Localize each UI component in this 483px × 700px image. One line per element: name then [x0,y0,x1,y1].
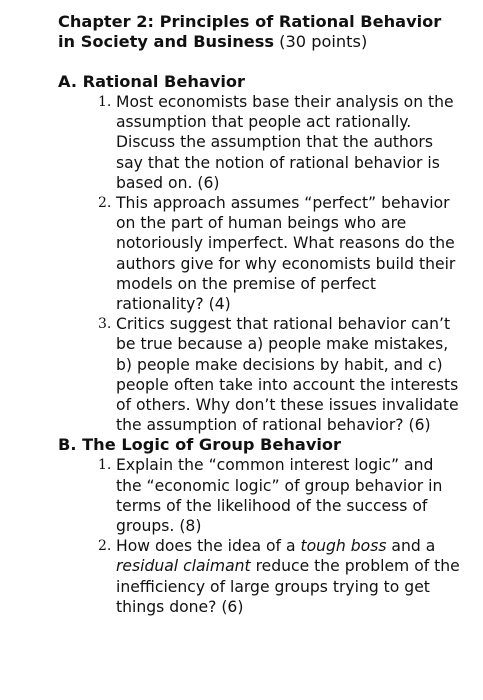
question-text-part: reduce the problem of the inefficiency of large groups trying to get things done? (6) [116,557,460,616]
question-item [98,536,463,617]
question-number: 2. [98,538,112,555]
section-group-behavior [58,435,463,617]
question-list [58,92,463,435]
section-title: Rational Behavior [82,72,246,91]
chapter-title-bold: Chapter 2: Principles of Rational Behavior in Society and Business [58,12,442,51]
question-item [98,193,463,314]
question-text: Most economists base their analysis on the assumption that people act rationally. Discuss the assumption that the authors say that the notion of rational behavior is based on. (6) [116,93,454,192]
section-rational-behavior [58,72,463,435]
question-text: Critics suggest that rational behavior can’t be true because a) people make mistakes, b) people make decisions by habit, and c) people often take into account the interests of others. Why don’t these issues invalidate the assumption of rational behavior? (6) [116,315,459,435]
question-text-emphasis: residual claimant [116,557,251,576]
question-item [98,455,463,536]
question-number: 1. [98,457,112,474]
section-title: The Logic of Group Behavior [82,435,342,455]
section-heading [58,435,463,455]
question-item [98,92,463,193]
section-heading [58,72,463,92]
question-number: 2. [98,195,112,212]
question-text: Explain the “common interest logic” and the “economic logic” of group behavior in terms of the likelihood of the success of groups. (8) [116,456,443,536]
question-text [116,537,460,616]
question-number: 3. [98,316,112,333]
chapter-title [58,12,463,52]
section-letter: B. [58,435,77,455]
question-text-part: and a [386,537,436,556]
question-text-emphasis: tough boss [300,537,387,556]
question-text: This approach assumes “perfect” behavior on the part of human beings who are notoriously imperfect. What reasons do the authors give for why economists build their models on the premise of perfect rationality? (4) [116,194,456,314]
section-letter: A. [58,72,77,91]
chapter-title-points: (30 points) [274,32,368,51]
question-text-part: How does the idea of a [116,537,301,556]
question-number: 1. [98,94,112,110]
question-list [58,455,463,617]
question-item [98,314,463,435]
